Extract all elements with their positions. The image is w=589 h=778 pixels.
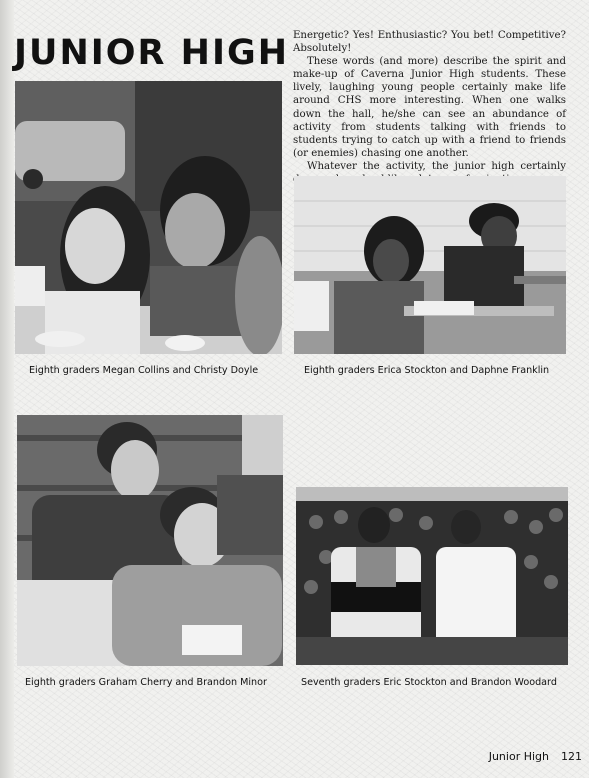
intro-paragraph: These words (and more) describe the spirit and make-up of Caverna Junior High students. These lively, laughing young people certainly make life around CHS more interesting. When one walks down the hall, he/she can see an abundance of activity from students talking with friends to students trying to catch up with a friend to friends (or enemies) chasing one another.: [293, 56, 566, 159]
footer-section-name: Junior High: [488, 749, 549, 763]
page-footer: [470, 747, 582, 765]
page-headline: JUNIOR HIGH: [14, 33, 289, 73]
page-binding-edge: [0, 0, 14, 778]
photo-erica-daphne: [294, 176, 566, 354]
photo-megan-christy: [15, 81, 282, 354]
intro-paragraph: Energetic? Yes! Enthusiastic? You bet! Competitive? Absolutely!: [293, 30, 566, 55]
photo-caption: Eighth graders Megan Collins and Christy Doyle: [29, 365, 259, 376]
photo-graham-brandon: [17, 415, 283, 666]
intro-text: [293, 29, 566, 186]
page-number: 121: [561, 749, 582, 763]
intro-paragraph: Whatever the activity, the junior high certainly: [307, 160, 566, 172]
photo-caption: Seventh graders Eric Stockton and Brandon Woodard: [301, 677, 557, 688]
photo-caption: Eighth graders Erica Stockton and Daphne Franklin: [304, 365, 550, 376]
photo-caption: Eighth graders Graham Cherry and Brandon Minor: [25, 677, 267, 688]
photo-eric-brandon: [296, 487, 568, 665]
